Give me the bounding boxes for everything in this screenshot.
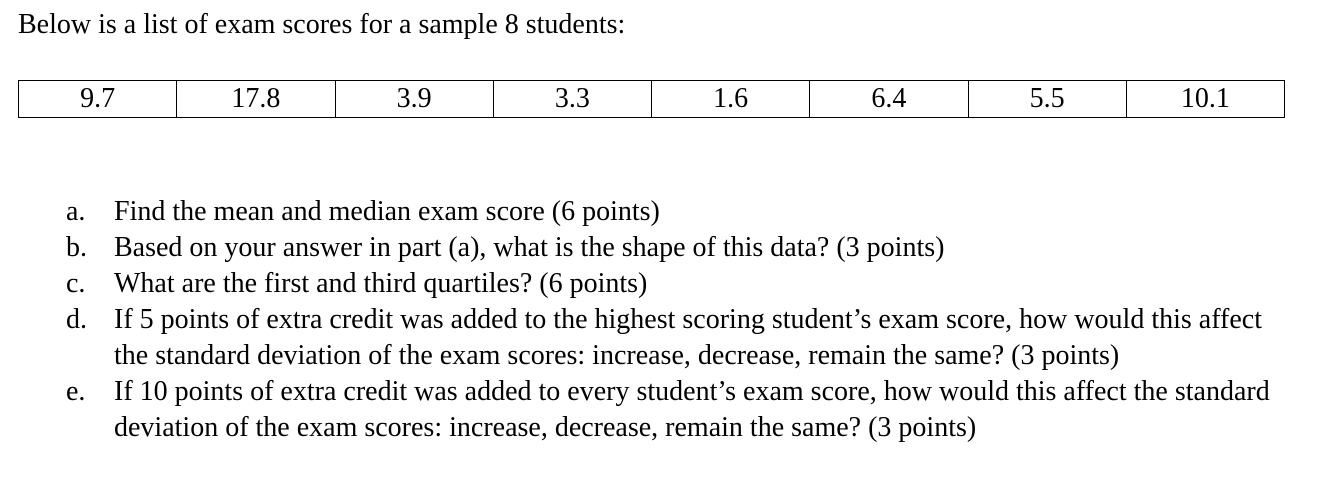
scores-row — [19, 81, 1285, 118]
question-item-d — [66, 302, 1296, 374]
score-cell: 3.3 — [493, 81, 651, 118]
question-list — [66, 194, 1296, 446]
question-item-a — [66, 194, 1296, 230]
score-cell: 6.4 — [810, 81, 968, 118]
score-cell: 1.6 — [652, 81, 810, 118]
question-marker: d. — [66, 304, 87, 335]
score-cell: 17.8 — [177, 81, 335, 118]
question-item-e — [66, 374, 1296, 446]
question-item-c — [66, 266, 1296, 302]
question-text: What are the first and third quartiles? (6 points) — [114, 268, 648, 299]
score-cell: 3.9 — [335, 81, 493, 118]
question-marker: c. — [66, 268, 86, 299]
question-item-b — [66, 230, 1296, 266]
question-marker: e. — [66, 376, 86, 407]
question-marker: b. — [66, 232, 87, 263]
score-cell: 5.5 — [968, 81, 1126, 118]
question-text: Based on your answer in part (a), what is the shape of this data? (3 points) — [114, 232, 945, 263]
intro-text: Below is a list of exam scores for a sample 8 students: — [18, 9, 626, 40]
question-text: If 5 points of extra credit was added to the highest scoring student’s exam score, how would this affect the standard deviation of the exam scores: increase, decrease, remain the same? (3 points) — [114, 304, 1262, 371]
score-cell: 9.7 — [19, 81, 177, 118]
question-text: If 10 points of extra credit was added to every student’s exam score, how would this affect the standard deviation of the exam scores: increase, decrease, remain the same? (3 points) — [114, 376, 1270, 443]
question-marker: a. — [66, 196, 86, 227]
score-cell: 10.1 — [1126, 81, 1284, 118]
scores-table — [18, 80, 1285, 118]
question-text: Find the mean and median exam score (6 points) — [114, 196, 660, 227]
